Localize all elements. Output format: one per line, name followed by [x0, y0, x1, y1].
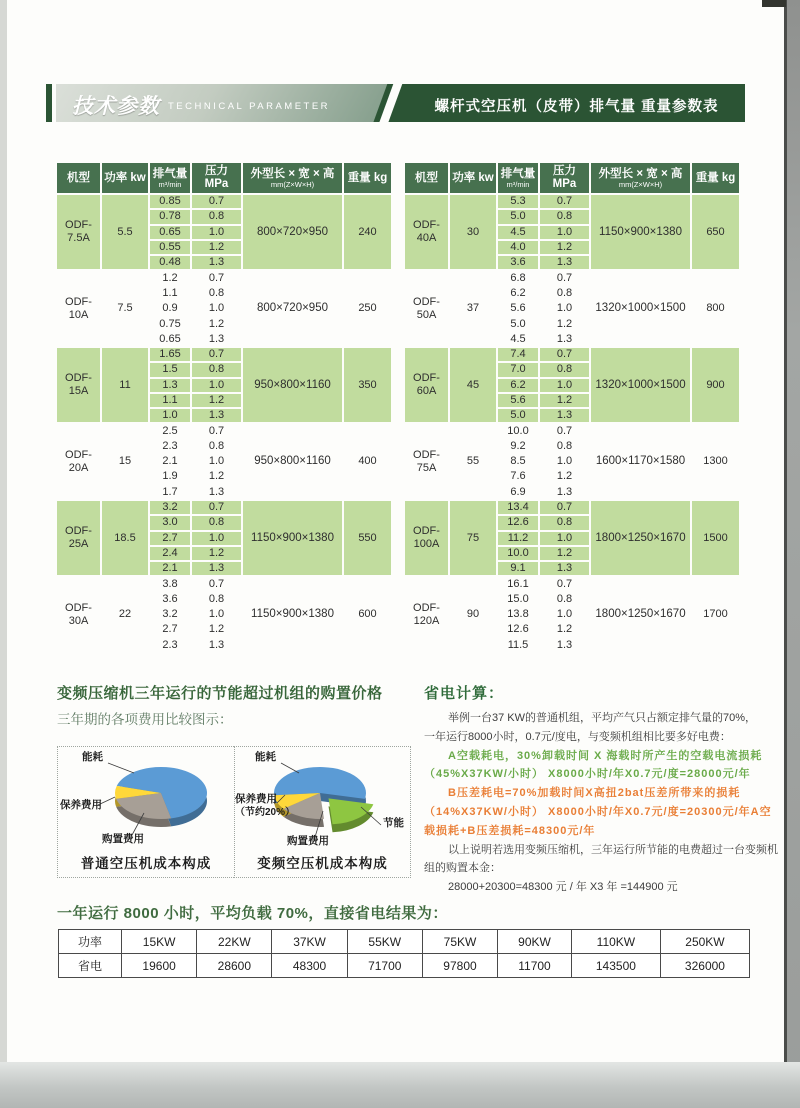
cell-displacement: 0.55: [149, 240, 191, 255]
pie-label-energy: 能耗: [82, 751, 103, 763]
cell-dimensions: 1150×900×1380: [242, 576, 343, 652]
pie-label-maintenance: 保养费用: [235, 793, 277, 805]
cell-pressure: 1.2: [191, 393, 242, 408]
cell-weight: 900: [691, 347, 740, 423]
spec-table-left: [55, 161, 393, 654]
cell-displacement: 4.5: [497, 332, 539, 347]
cell-displacement: 8.5: [497, 454, 539, 469]
col-dimensions: 外型长 × 宽 × 高 mm(Z×W×H): [242, 162, 343, 194]
cell-pressure: 0.7: [191, 576, 242, 591]
cell-pressure: 0.7: [191, 270, 242, 285]
savings-row-saving: [59, 954, 750, 978]
savings-cell: 48300: [272, 954, 347, 978]
cell-displacement: 12.6: [497, 515, 539, 530]
cell-pressure: 0.8: [539, 286, 590, 301]
scan-edge-bottom: [0, 1062, 800, 1108]
cell-displacement: 11.5: [497, 638, 539, 653]
spec-table-right: [403, 161, 741, 654]
cell-weight: 240: [343, 194, 392, 270]
cell-pressure: 0.8: [191, 515, 242, 530]
cell-model: ODF-60A: [404, 347, 449, 423]
cell-model: ODF-40A: [404, 194, 449, 270]
spec-row: [56, 500, 392, 515]
savings-cell: 19600: [122, 954, 197, 978]
cell-displacement: 6.9: [497, 485, 539, 500]
cell-displacement: 16.1: [497, 576, 539, 591]
cell-pressure: 1.3: [539, 638, 590, 653]
cell-displacement: 1.65: [149, 347, 191, 362]
cell-pressure: 0.8: [191, 439, 242, 454]
calc-lines: [424, 709, 778, 897]
cell-displacement: 0.65: [149, 225, 191, 240]
spec-row: [56, 423, 392, 438]
cell-displacement: 6.2: [497, 286, 539, 301]
cell-displacement: 2.3: [149, 439, 191, 454]
cell-pressure: 1.2: [191, 240, 242, 255]
cell-displacement: 3.6: [497, 255, 539, 270]
cell-pressure: 0.7: [191, 423, 242, 438]
savings-cell: 55KW: [347, 930, 422, 954]
spec-row: [404, 423, 740, 438]
savings-row-header: 省电: [59, 954, 122, 978]
cell-pressure: 1.3: [539, 408, 590, 423]
page-title-en: TECHNICAL PARAMETER: [168, 101, 331, 112]
cell-pressure: 1.3: [191, 332, 242, 347]
cell-pressure: 1.3: [539, 332, 590, 347]
savings-cell: 71700: [347, 954, 422, 978]
cell-displacement: 5.6: [497, 393, 539, 408]
savings-row-power: [59, 930, 750, 954]
page-title: 技术参数: [72, 95, 160, 118]
pie-label-saving: 节能: [383, 817, 404, 829]
cell-displacement: 2.1: [149, 561, 191, 576]
cell-displacement: 1.2: [149, 270, 191, 285]
col-model: 机型: [404, 162, 449, 194]
cell-pressure: 1.3: [539, 255, 590, 270]
cell-pressure: 0.8: [539, 592, 590, 607]
savings-cell: 22KW: [197, 930, 272, 954]
cell-pressure: 1.0: [539, 378, 590, 393]
cell-displacement: 9.2: [497, 439, 539, 454]
cell-pressure: 1.3: [191, 561, 242, 576]
savings-cell: 143500: [571, 954, 660, 978]
calc-line: B压差耗电=70%加载时间X高扭2bat压差所带来的损耗: [448, 787, 741, 800]
cell-pressure: 1.0: [539, 301, 590, 316]
pie-leader-line: [281, 763, 299, 773]
spec-header-row: [56, 162, 392, 194]
scan-edge-left: [0, 0, 7, 1108]
cell-power: 15: [101, 423, 149, 499]
cell-model: ODF-7.5A: [56, 194, 101, 270]
cell-displacement: 3.8: [149, 576, 191, 591]
cell-pressure: 0.7: [191, 347, 242, 362]
cell-weight: 800: [691, 270, 740, 346]
cell-pressure: 1.3: [539, 485, 590, 500]
cell-model: ODF-25A: [56, 500, 101, 576]
header-banner: [56, 84, 745, 122]
cell-displacement: 2.7: [149, 531, 191, 546]
spec-row: [56, 347, 392, 362]
cell-displacement: 4.0: [497, 240, 539, 255]
cell-displacement: 13.8: [497, 607, 539, 622]
cell-pressure: 1.2: [191, 546, 242, 561]
pie-label-maintenance-note: （节约20%）: [235, 807, 296, 818]
cell-pressure: 1.3: [191, 638, 242, 653]
cell-displacement: 7.4: [497, 347, 539, 362]
cell-power: 30: [449, 194, 497, 270]
cell-displacement: 0.85: [149, 194, 191, 209]
cell-displacement: 0.75: [149, 316, 191, 331]
spec-header-row: [404, 162, 740, 194]
cell-displacement: 1.3: [149, 378, 191, 393]
cell-model: ODF-120A: [404, 576, 449, 652]
spec-row: [56, 194, 392, 209]
cell-pressure: 0.7: [539, 576, 590, 591]
cell-pressure: 1.2: [539, 393, 590, 408]
col-weight: 重量 kg: [691, 162, 740, 194]
col-model: 机型: [56, 162, 101, 194]
cell-displacement: 1.7: [149, 485, 191, 500]
cell-pressure: 1.0: [539, 225, 590, 240]
savings-cell: 75KW: [422, 930, 497, 954]
cell-model: ODF-50A: [404, 270, 449, 346]
cell-pressure: 1.0: [539, 454, 590, 469]
savings-cell: 326000: [660, 954, 749, 978]
cell-dimensions: 1800×1250×1670: [590, 500, 691, 576]
cell-model: ODF-100A: [404, 500, 449, 576]
savings-cell: 97800: [422, 954, 497, 978]
savings-cell: 28600: [197, 954, 272, 978]
cell-weight: 550: [343, 500, 392, 576]
cell-power: 37: [449, 270, 497, 346]
cell-pressure: 1.3: [539, 561, 590, 576]
cell-pressure: 0.8: [191, 592, 242, 607]
cell-displacement: 5.0: [497, 316, 539, 331]
cell-displacement: 5.0: [497, 408, 539, 423]
cell-pressure: 1.3: [191, 485, 242, 500]
cell-dimensions: 950×800×1160: [242, 347, 343, 423]
cell-pressure: 1.0: [191, 378, 242, 393]
cell-displacement: 0.48: [149, 255, 191, 270]
spec-row: [404, 194, 740, 209]
banner-accent-bar: [46, 84, 52, 122]
table-title: 螺杆式空压机（皮带）排气量 重量参数表: [434, 99, 719, 115]
cell-pressure: 1.2: [539, 316, 590, 331]
cell-pressure: 1.3: [191, 255, 242, 270]
pie-chart-vfd-compressor: [234, 746, 411, 878]
cell-power: 75: [449, 500, 497, 576]
cell-pressure: 1.2: [191, 469, 242, 484]
cell-displacement: 3.2: [149, 500, 191, 515]
cell-dimensions: 1800×1250×1670: [590, 576, 691, 652]
scan-edge-right: [787, 0, 800, 1108]
scan-corner-mark: [762, 0, 786, 7]
cell-pressure: 0.7: [191, 194, 242, 209]
cell-power: 5.5: [101, 194, 149, 270]
cell-displacement: 0.78: [149, 209, 191, 224]
cell-displacement: 2.7: [149, 622, 191, 637]
cell-displacement: 13.4: [497, 500, 539, 515]
cell-pressure: 0.7: [539, 347, 590, 362]
cell-displacement: 1.0: [149, 408, 191, 423]
cell-pressure: 1.2: [539, 622, 590, 637]
cell-displacement: 2.5: [149, 423, 191, 438]
cell-pressure: 0.7: [539, 270, 590, 285]
cell-pressure: 1.2: [191, 316, 242, 331]
cell-displacement: 2.1: [149, 454, 191, 469]
cell-pressure: 0.8: [191, 209, 242, 224]
pie-leader-line: [108, 763, 134, 773]
cell-pressure: 0.8: [191, 286, 242, 301]
pie-label-purchase: 购置费用: [287, 835, 329, 847]
col-dimensions: 外型长 × 宽 × 高 mm(Z×W×H): [590, 162, 691, 194]
cell-weight: 1300: [691, 423, 740, 499]
col-pressure: 压力 MPa: [191, 162, 242, 194]
calc-line: 载损耗+B压差损耗=48300元/年: [424, 824, 596, 837]
cell-displacement: 5.0: [497, 209, 539, 224]
cell-displacement: 5.6: [497, 301, 539, 316]
cell-displacement: 1.1: [149, 393, 191, 408]
savings-table: [58, 929, 750, 978]
cell-displacement: 9.1: [497, 561, 539, 576]
savings-cell: 11700: [498, 954, 572, 978]
cell-model: ODF-30A: [56, 576, 101, 652]
cell-pressure: 1.2: [539, 240, 590, 255]
spec-row: [404, 270, 740, 285]
col-displacement: 排气量 m³/min: [149, 162, 191, 194]
cell-dimensions: 1150×900×1380: [590, 194, 691, 270]
col-weight: 重量 kg: [343, 162, 392, 194]
cell-displacement: 1.9: [149, 469, 191, 484]
cell-displacement: 2.4: [149, 546, 191, 561]
savings-calculation: [424, 682, 778, 897]
cell-power: 22: [101, 576, 149, 652]
cell-pressure: 0.8: [191, 362, 242, 377]
cell-displacement: 11.2: [497, 531, 539, 546]
cell-weight: 1700: [691, 576, 740, 652]
cell-displacement: 1.5: [149, 362, 191, 377]
cell-dimensions: 1150×900×1380: [242, 500, 343, 576]
cell-pressure: 1.2: [539, 546, 590, 561]
cell-displacement: 3.6: [149, 592, 191, 607]
calc-line: 组的购置本金：: [424, 862, 501, 875]
pie-caption: 变频空压机成本构成: [257, 856, 388, 871]
cell-pressure: 1.0: [191, 607, 242, 622]
cell-pressure: 0.7: [539, 423, 590, 438]
cell-displacement: 4.5: [497, 225, 539, 240]
spec-row: [404, 347, 740, 362]
cell-pressure: 1.0: [191, 454, 242, 469]
cell-displacement: 12.6: [497, 622, 539, 637]
cell-displacement: 3.2: [149, 607, 191, 622]
cell-power: 90: [449, 576, 497, 652]
cell-power: 11: [101, 347, 149, 423]
cell-displacement: 6.2: [497, 378, 539, 393]
cell-weight: 650: [691, 194, 740, 270]
cell-weight: 400: [343, 423, 392, 499]
cell-weight: 600: [343, 576, 392, 652]
cell-power: 18.5: [101, 500, 149, 576]
cell-model: ODF-15A: [56, 347, 101, 423]
cell-dimensions: 1320×1000×1500: [590, 347, 691, 423]
cell-pressure: 0.8: [539, 209, 590, 224]
cell-pressure: 0.8: [539, 515, 590, 530]
spec-row: [404, 500, 740, 515]
cell-pressure: 1.0: [191, 531, 242, 546]
cell-pressure: 1.0: [539, 531, 590, 546]
col-power: 功率 kw: [449, 162, 497, 194]
promo-heading: 变频压缩机三年运行的节能超过机组的购置价格: [57, 685, 383, 702]
calc-title: 省电计算：: [424, 685, 505, 702]
cell-model: ODF-75A: [404, 423, 449, 499]
savings-cell: 37KW: [272, 930, 347, 954]
cell-displacement: 6.8: [497, 270, 539, 285]
cell-pressure: 0.7: [539, 500, 590, 515]
calc-line: 以上说明若选用变频压缩机，三年运行所节能的电费超过一台变频机: [448, 843, 778, 856]
cell-displacement: 3.0: [149, 515, 191, 530]
cell-pressure: 1.0: [539, 607, 590, 622]
calc-line: （14%X37KW/小时） X8000小时/年X0.7元/度=20300元/年A空: [424, 805, 772, 818]
col-power: 功率 kw: [101, 162, 149, 194]
cell-pressure: 0.8: [539, 362, 590, 377]
pie-chart-normal-compressor: [57, 746, 234, 878]
pie-label-energy: 能耗: [255, 751, 276, 763]
cell-dimensions: 1600×1170×1580: [590, 423, 691, 499]
cell-dimensions: 800×720×950: [242, 194, 343, 270]
cell-pressure: 0.7: [539, 194, 590, 209]
cell-displacement: 15.0: [497, 592, 539, 607]
calc-line: 一年运行8000小时，0.7元/度电，与变频机组相比要多好电费：: [424, 730, 731, 743]
pie-label-purchase: 购置费用: [102, 833, 144, 845]
calc-line: 28000+20300=48300 元 / 年 X3 年 =144900 元: [448, 881, 678, 894]
cell-displacement: 0.9: [149, 301, 191, 316]
cell-weight: 350: [343, 347, 392, 423]
cell-pressure: 0.7: [191, 500, 242, 515]
cell-dimensions: 800×720×950: [242, 270, 343, 346]
savings-cell: 110KW: [571, 930, 660, 954]
col-pressure: 压力 MPa: [539, 162, 590, 194]
cell-pressure: 1.3: [191, 408, 242, 423]
spec-row: [56, 270, 392, 285]
cell-weight: 1500: [691, 500, 740, 576]
cell-dimensions: 1320×1000×1500: [590, 270, 691, 346]
savings-cell: 15KW: [122, 930, 197, 954]
spec-row: [404, 576, 740, 591]
cell-displacement: 7.6: [497, 469, 539, 484]
cell-displacement: 7.0: [497, 362, 539, 377]
pie-label-maintenance: 保养费用: [60, 799, 102, 811]
cell-model: ODF-20A: [56, 423, 101, 499]
cell-pressure: 1.0: [191, 225, 242, 240]
savings-cell: 90KW: [498, 930, 572, 954]
cell-pressure: 1.0: [191, 301, 242, 316]
cell-displacement: 0.65: [149, 332, 191, 347]
cell-pressure: 1.2: [191, 622, 242, 637]
cell-weight: 250: [343, 270, 392, 346]
spec-row: [56, 576, 392, 591]
cell-dimensions: 950×800×1160: [242, 423, 343, 499]
savings-row-header: 功率: [59, 930, 122, 954]
col-displacement: 排气量 m³/min: [497, 162, 539, 194]
cell-displacement: 10.0: [497, 423, 539, 438]
cell-model: ODF-10A: [56, 270, 101, 346]
calc-line: A空载耗电，30%卸载时间 X 海载时所产生的空载电流损耗: [448, 749, 763, 762]
calc-line: （45%X37KW/小时） X8000小时/年X0.7元/度=28000元/年: [424, 768, 751, 781]
cell-displacement: 1.1: [149, 286, 191, 301]
promo-subheading: 三年期的各项费用比较图示：: [57, 712, 233, 727]
cell-power: 55: [449, 423, 497, 499]
cell-displacement: 5.3: [497, 194, 539, 209]
bottom-heading: 一年运行 8000 小时，平均负载 70%，直接省电结果为：: [57, 905, 448, 922]
cell-pressure: 0.8: [539, 439, 590, 454]
calc-line: 举例一台37 KW的普通机组，平均产气只占额定排气量的70%，: [448, 712, 757, 724]
pie-caption: 普通空压机成本构成: [80, 856, 212, 871]
savings-cell: 250KW: [660, 930, 749, 954]
cell-power: 7.5: [101, 270, 149, 346]
cell-power: 45: [449, 347, 497, 423]
cell-displacement: 2.3: [149, 638, 191, 653]
cell-pressure: 1.2: [539, 469, 590, 484]
cell-displacement: 10.0: [497, 546, 539, 561]
